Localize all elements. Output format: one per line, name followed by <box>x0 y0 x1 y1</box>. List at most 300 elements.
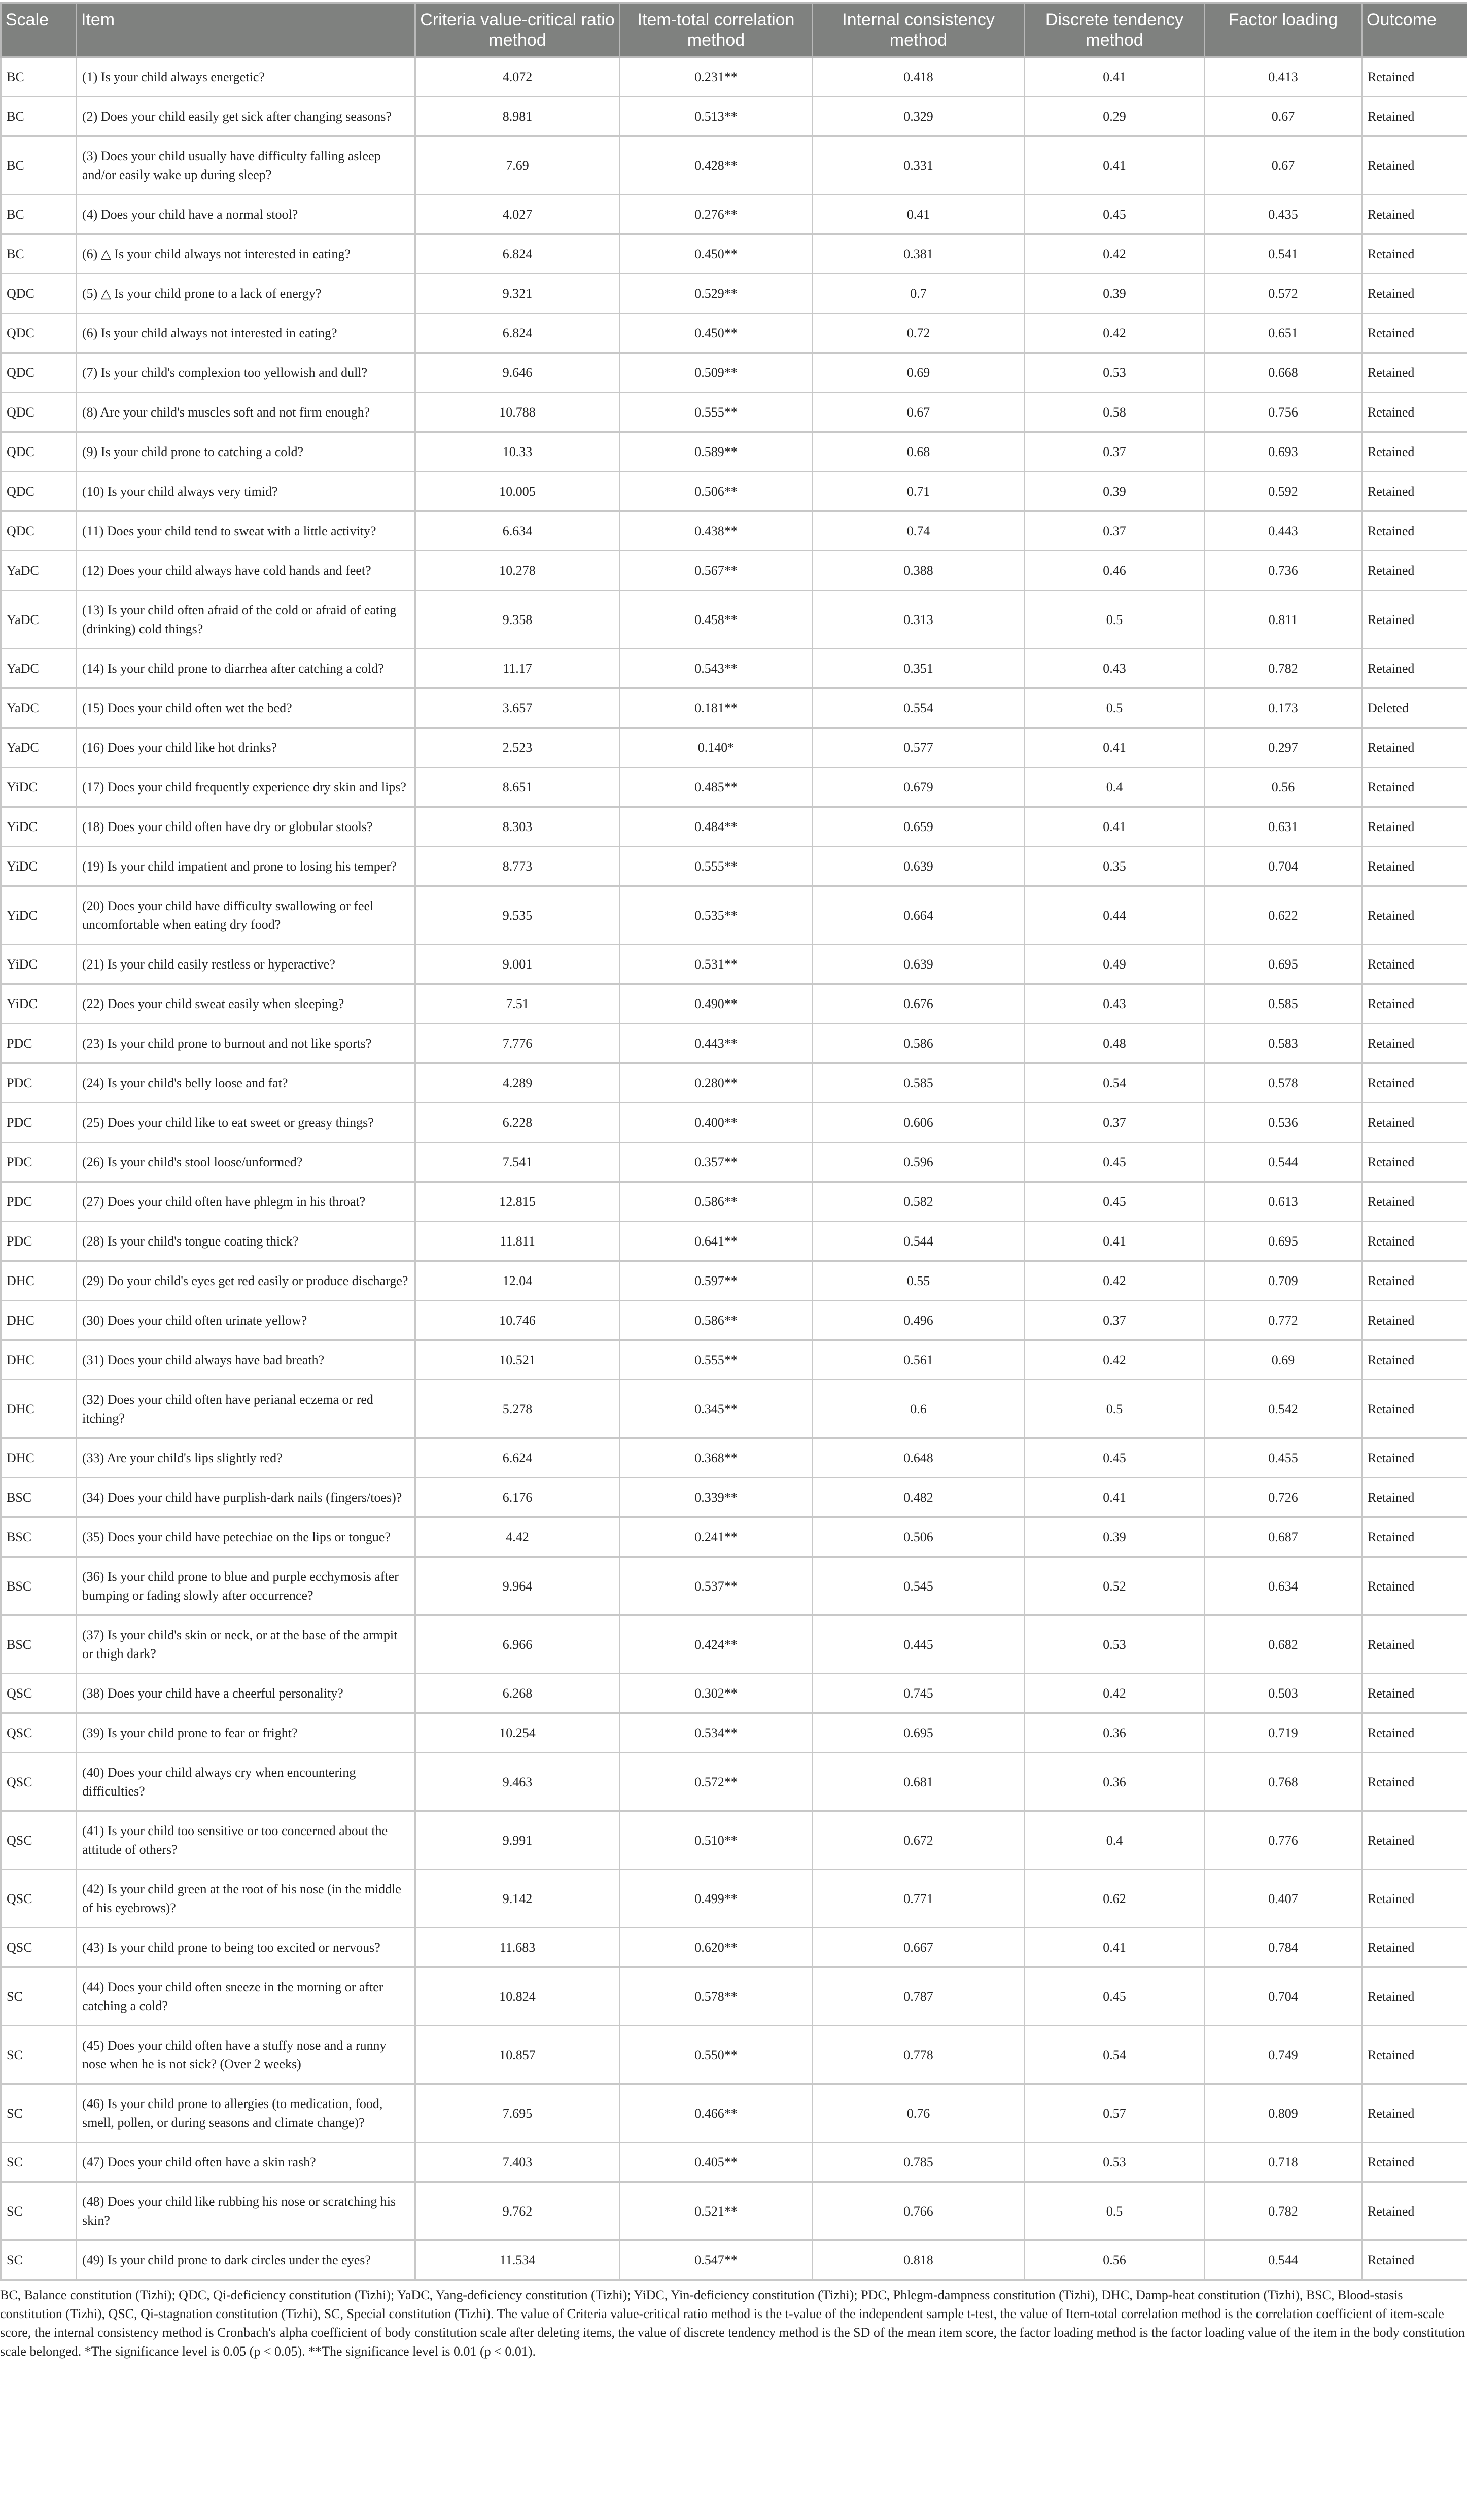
cell-item: (27) Does your child often have phlegm in his throat? <box>77 1182 415 1222</box>
cell-factor-loading: 0.811 <box>1205 591 1362 649</box>
cell-scale: BC <box>1 57 77 97</box>
cell-outcome: Retained <box>1362 136 1467 195</box>
cell-item-total: 0.490** <box>620 984 813 1024</box>
cell-scale: QDC <box>1 353 77 393</box>
cell-internal-consistency: 0.351 <box>813 649 1025 688</box>
cell-item: (46) Is your child prone to allergies (to medication, food, smell, pollen, or during seasons and climate change)? <box>77 2084 415 2143</box>
cell-item-total: 0.405** <box>620 2143 813 2182</box>
cell-critical-ratio: 4.42 <box>415 1517 620 1557</box>
table-row <box>1 728 1467 768</box>
cell-scale: BC <box>1 136 77 195</box>
cell-internal-consistency: 0.778 <box>813 2026 1025 2084</box>
cell-item: (35) Does your child have petechiae on the lips or tongue? <box>77 1517 415 1557</box>
cell-scale: QDC <box>1 274 77 314</box>
cell-scale: QDC <box>1 432 77 472</box>
cell-item-total: 0.572** <box>620 1753 813 1811</box>
cell-internal-consistency: 0.69 <box>813 353 1025 393</box>
cell-critical-ratio: 8.981 <box>415 97 620 136</box>
cell-item-total: 0.280** <box>620 1063 813 1103</box>
cell-critical-ratio: 3.657 <box>415 688 620 728</box>
cell-outcome: Retained <box>1362 2026 1467 2084</box>
cell-outcome: Retained <box>1362 1615 1467 1674</box>
table-row <box>1 2084 1467 2143</box>
cell-internal-consistency: 0.74 <box>813 511 1025 551</box>
cell-scale: YaDC <box>1 649 77 688</box>
cell-factor-loading: 0.503 <box>1205 1674 1362 1713</box>
cell-internal-consistency: 0.68 <box>813 432 1025 472</box>
cell-scale: SC <box>1 1967 77 2026</box>
cell-internal-consistency: 0.771 <box>813 1870 1025 1928</box>
cell-scale: PDC <box>1 1222 77 1261</box>
cell-scale: BC <box>1 195 77 234</box>
cell-internal-consistency: 0.313 <box>813 591 1025 649</box>
cell-critical-ratio: 9.463 <box>415 1753 620 1811</box>
cell-scale: QSC <box>1 1713 77 1753</box>
item-analysis-table <box>0 2 1467 2281</box>
cell-item: (20) Does your child have difficulty swallowing or feel uncomfortable when eating dry food? <box>77 886 415 945</box>
cell-internal-consistency: 0.544 <box>813 1222 1025 1261</box>
table-row <box>1 1811 1467 1870</box>
cell-scale: QSC <box>1 1674 77 1713</box>
cell-discrete-tendency: 0.48 <box>1025 1024 1205 1063</box>
cell-factor-loading: 0.709 <box>1205 1261 1362 1301</box>
cell-item: (18) Does your child often have dry or globular stools? <box>77 807 415 847</box>
cell-scale: BSC <box>1 1557 77 1615</box>
table-row <box>1 1380 1467 1438</box>
cell-outcome: Retained <box>1362 1753 1467 1811</box>
cell-discrete-tendency: 0.45 <box>1025 1438 1205 1478</box>
cell-scale: DHC <box>1 1380 77 1438</box>
cell-item: (1) Is your child always energetic? <box>77 57 415 97</box>
table-row <box>1 274 1467 314</box>
cell-item: (14) Is your child prone to diarrhea after catching a cold? <box>77 649 415 688</box>
cell-item-total: 0.276** <box>620 195 813 234</box>
cell-scale: SC <box>1 2143 77 2182</box>
cell-internal-consistency: 0.787 <box>813 1967 1025 2026</box>
cell-item: (33) Are your child's lips slightly red? <box>77 1438 415 1478</box>
cell-outcome: Retained <box>1362 1143 1467 1182</box>
cell-critical-ratio: 6.966 <box>415 1615 620 1674</box>
cell-factor-loading: 0.651 <box>1205 314 1362 353</box>
cell-discrete-tendency: 0.54 <box>1025 1063 1205 1103</box>
cell-item-total: 0.567** <box>620 551 813 591</box>
cell-internal-consistency: 0.577 <box>813 728 1025 768</box>
table-row <box>1 1870 1467 1928</box>
cell-critical-ratio: 7.776 <box>415 1024 620 1063</box>
cell-internal-consistency: 0.672 <box>813 1811 1025 1870</box>
cell-item-total: 0.513** <box>620 97 813 136</box>
cell-internal-consistency: 0.676 <box>813 984 1025 1024</box>
cell-discrete-tendency: 0.53 <box>1025 353 1205 393</box>
cell-internal-consistency: 0.664 <box>813 886 1025 945</box>
cell-discrete-tendency: 0.53 <box>1025 1615 1205 1674</box>
cell-outcome: Retained <box>1362 234 1467 274</box>
cell-outcome: Retained <box>1362 1438 1467 1478</box>
cell-outcome: Retained <box>1362 1024 1467 1063</box>
cell-factor-loading: 0.768 <box>1205 1753 1362 1811</box>
cell-factor-loading: 0.809 <box>1205 2084 1362 2143</box>
cell-critical-ratio: 9.142 <box>415 1870 620 1928</box>
cell-item-total: 0.535** <box>620 886 813 945</box>
cell-critical-ratio: 10.746 <box>415 1301 620 1340</box>
cell-factor-loading: 0.668 <box>1205 353 1362 393</box>
cell-item: (10) Is your child always very timid? <box>77 472 415 511</box>
cell-item: (31) Does your child always have bad breath? <box>77 1340 415 1380</box>
cell-factor-loading: 0.718 <box>1205 2143 1362 2182</box>
cell-item: (4) Does your child have a normal stool? <box>77 195 415 234</box>
cell-item: (34) Does your child have purplish-dark nails (fingers/toes)? <box>77 1478 415 1517</box>
cell-item: (23) Is your child prone to burnout and not like sports? <box>77 1024 415 1063</box>
cell-item-total: 0.140* <box>620 728 813 768</box>
cell-discrete-tendency: 0.39 <box>1025 274 1205 314</box>
cell-item: (7) Is your child's complexion too yellowish and dull? <box>77 353 415 393</box>
cell-item-total: 0.485** <box>620 768 813 807</box>
cell-critical-ratio: 10.278 <box>415 551 620 591</box>
cell-discrete-tendency: 0.5 <box>1025 2182 1205 2240</box>
header-critical-ratio: Criteria value-critical ratio method <box>415 3 620 57</box>
cell-scale: PDC <box>1 1024 77 1063</box>
cell-scale: BSC <box>1 1478 77 1517</box>
table-row <box>1 97 1467 136</box>
cell-discrete-tendency: 0.54 <box>1025 2026 1205 2084</box>
cell-scale: BSC <box>1 1615 77 1674</box>
cell-critical-ratio: 10.857 <box>415 2026 620 2084</box>
cell-factor-loading: 0.541 <box>1205 234 1362 274</box>
cell-discrete-tendency: 0.37 <box>1025 511 1205 551</box>
cell-item-total: 0.510** <box>620 1811 813 1870</box>
cell-internal-consistency: 0.71 <box>813 472 1025 511</box>
cell-item: (29) Do your child's eyes get red easily or produce discharge? <box>77 1261 415 1301</box>
cell-scale: BC <box>1 97 77 136</box>
cell-internal-consistency: 0.482 <box>813 1478 1025 1517</box>
cell-discrete-tendency: 0.5 <box>1025 1380 1205 1438</box>
cell-factor-loading: 0.413 <box>1205 57 1362 97</box>
cell-item-total: 0.231** <box>620 57 813 97</box>
cell-outcome: Retained <box>1362 2084 1467 2143</box>
cell-discrete-tendency: 0.42 <box>1025 1340 1205 1380</box>
cell-outcome: Retained <box>1362 768 1467 807</box>
cell-item-total: 0.499** <box>620 1870 813 1928</box>
cell-discrete-tendency: 0.41 <box>1025 728 1205 768</box>
cell-item: (8) Are your child's muscles soft and not firm enough? <box>77 393 415 432</box>
cell-item-total: 0.597** <box>620 1261 813 1301</box>
cell-outcome: Retained <box>1362 1967 1467 2026</box>
table-row <box>1 314 1467 353</box>
cell-critical-ratio: 9.964 <box>415 1557 620 1615</box>
table-row <box>1 1143 1467 1182</box>
cell-item-total: 0.368** <box>620 1438 813 1478</box>
cell-internal-consistency: 0.506 <box>813 1517 1025 1557</box>
table-row <box>1 591 1467 649</box>
cell-item: (12) Does your child always have cold hands and feet? <box>77 551 415 591</box>
cell-discrete-tendency: 0.29 <box>1025 97 1205 136</box>
cell-factor-loading: 0.776 <box>1205 1811 1362 1870</box>
cell-scale: SC <box>1 2240 77 2280</box>
cell-discrete-tendency: 0.41 <box>1025 136 1205 195</box>
cell-critical-ratio: 6.824 <box>415 234 620 274</box>
cell-critical-ratio: 8.773 <box>415 847 620 886</box>
cell-item: (17) Does your child frequently experience dry skin and lips? <box>77 768 415 807</box>
header-scale: Scale <box>1 3 77 57</box>
cell-item: (48) Does your child like rubbing his nose or scratching his skin? <box>77 2182 415 2240</box>
cell-scale: BSC <box>1 1517 77 1557</box>
cell-critical-ratio: 6.228 <box>415 1103 620 1143</box>
table-row <box>1 136 1467 195</box>
cell-factor-loading: 0.631 <box>1205 807 1362 847</box>
cell-outcome: Retained <box>1362 1713 1467 1753</box>
cell-factor-loading: 0.613 <box>1205 1182 1362 1222</box>
table-row <box>1 2026 1467 2084</box>
cell-item: (45) Does your child often have a stuffy nose and a runny nose when he is not sick? (Over 2 weeks) <box>77 2026 415 2084</box>
cell-scale: DHC <box>1 1438 77 1478</box>
cell-internal-consistency: 0.388 <box>813 551 1025 591</box>
cell-outcome: Retained <box>1362 2240 1467 2280</box>
cell-outcome: Retained <box>1362 1182 1467 1222</box>
cell-factor-loading: 0.726 <box>1205 1478 1362 1517</box>
cell-item-total: 0.620** <box>620 1928 813 1967</box>
header-item: Item <box>77 3 415 57</box>
cell-item-total: 0.428** <box>620 136 813 195</box>
cell-outcome: Deleted <box>1362 688 1467 728</box>
table-row <box>1 1674 1467 1713</box>
cell-factor-loading: 0.756 <box>1205 393 1362 432</box>
cell-outcome: Retained <box>1362 1340 1467 1380</box>
table-row <box>1 393 1467 432</box>
cell-factor-loading: 0.749 <box>1205 2026 1362 2084</box>
cell-factor-loading: 0.455 <box>1205 1438 1362 1478</box>
cell-factor-loading: 0.782 <box>1205 2182 1362 2240</box>
cell-scale: SC <box>1 2026 77 2084</box>
cell-internal-consistency: 0.418 <box>813 57 1025 97</box>
cell-critical-ratio: 5.278 <box>415 1380 620 1438</box>
cell-critical-ratio: 7.69 <box>415 136 620 195</box>
cell-critical-ratio: 11.17 <box>415 649 620 688</box>
cell-discrete-tendency: 0.53 <box>1025 2143 1205 2182</box>
cell-scale: SC <box>1 2182 77 2240</box>
cell-item: (42) Is your child green at the root of his nose (in the middle of his eyebrows)? <box>77 1870 415 1928</box>
cell-internal-consistency: 0.6 <box>813 1380 1025 1438</box>
cell-internal-consistency: 0.667 <box>813 1928 1025 1967</box>
cell-internal-consistency: 0.606 <box>813 1103 1025 1143</box>
cell-factor-loading: 0.56 <box>1205 768 1362 807</box>
cell-item: (16) Does your child like hot drinks? <box>77 728 415 768</box>
cell-scale: QDC <box>1 511 77 551</box>
table-row <box>1 1967 1467 2026</box>
cell-factor-loading: 0.695 <box>1205 945 1362 984</box>
table-row <box>1 1340 1467 1380</box>
cell-factor-loading: 0.578 <box>1205 1063 1362 1103</box>
cell-critical-ratio: 6.268 <box>415 1674 620 1713</box>
table-row <box>1 195 1467 234</box>
cell-scale: QSC <box>1 1753 77 1811</box>
cell-factor-loading: 0.634 <box>1205 1557 1362 1615</box>
table-row <box>1 1928 1467 1967</box>
cell-internal-consistency: 0.648 <box>813 1438 1025 1478</box>
table-row <box>1 2143 1467 2182</box>
cell-item: (24) Is your child's belly loose and fat? <box>77 1063 415 1103</box>
cell-outcome: Retained <box>1362 274 1467 314</box>
cell-critical-ratio: 8.303 <box>415 807 620 847</box>
cell-outcome: Retained <box>1362 1063 1467 1103</box>
cell-outcome: Retained <box>1362 1222 1467 1261</box>
cell-critical-ratio: 9.001 <box>415 945 620 984</box>
cell-item: (15) Does your child often wet the bed? <box>77 688 415 728</box>
cell-item: (5) △ Is your child prone to a lack of energy? <box>77 274 415 314</box>
cell-item-total: 0.458** <box>620 591 813 649</box>
cell-outcome: Retained <box>1362 984 1467 1024</box>
cell-critical-ratio: 6.824 <box>415 314 620 353</box>
table-row <box>1 847 1467 886</box>
cell-critical-ratio: 9.646 <box>415 353 620 393</box>
cell-factor-loading: 0.443 <box>1205 511 1362 551</box>
cell-internal-consistency: 0.639 <box>813 945 1025 984</box>
cell-outcome: Retained <box>1362 314 1467 353</box>
cell-factor-loading: 0.736 <box>1205 551 1362 591</box>
cell-factor-loading: 0.784 <box>1205 1928 1362 1967</box>
cell-scale: YaDC <box>1 591 77 649</box>
table-row <box>1 2240 1467 2280</box>
cell-scale: PDC <box>1 1143 77 1182</box>
cell-outcome: Retained <box>1362 393 1467 432</box>
cell-factor-loading: 0.772 <box>1205 1301 1362 1340</box>
cell-item: (22) Does your child sweat easily when sleeping? <box>77 984 415 1024</box>
cell-outcome: Retained <box>1362 2143 1467 2182</box>
table-row <box>1 551 1467 591</box>
cell-internal-consistency: 0.585 <box>813 1063 1025 1103</box>
table-row <box>1 1261 1467 1301</box>
cell-outcome: Retained <box>1362 57 1467 97</box>
cell-item: (21) Is your child easily restless or hyperactive? <box>77 945 415 984</box>
cell-scale: DHC <box>1 1261 77 1301</box>
cell-item-total: 0.547** <box>620 2240 813 2280</box>
cell-discrete-tendency: 0.45 <box>1025 195 1205 234</box>
cell-outcome: Retained <box>1362 886 1467 945</box>
cell-factor-loading: 0.704 <box>1205 1967 1362 2026</box>
cell-item: (32) Does your child often have perianal eczema or red itching? <box>77 1380 415 1438</box>
cell-discrete-tendency: 0.56 <box>1025 2240 1205 2280</box>
cell-scale: YaDC <box>1 688 77 728</box>
cell-outcome: Retained <box>1362 1870 1467 1928</box>
table-row <box>1 1024 1467 1063</box>
table-row <box>1 1753 1467 1811</box>
cell-critical-ratio: 7.541 <box>415 1143 620 1182</box>
cell-discrete-tendency: 0.5 <box>1025 591 1205 649</box>
cell-internal-consistency: 0.785 <box>813 2143 1025 2182</box>
table-row <box>1 886 1467 945</box>
cell-outcome: Retained <box>1362 551 1467 591</box>
cell-outcome: Retained <box>1362 591 1467 649</box>
cell-factor-loading: 0.297 <box>1205 728 1362 768</box>
cell-item: (39) Is your child prone to fear or fright? <box>77 1713 415 1753</box>
cell-internal-consistency: 0.639 <box>813 847 1025 886</box>
cell-item-total: 0.400** <box>620 1103 813 1143</box>
table-row <box>1 1182 1467 1222</box>
cell-critical-ratio: 10.824 <box>415 1967 620 2026</box>
cell-critical-ratio: 10.33 <box>415 432 620 472</box>
cell-factor-loading: 0.542 <box>1205 1380 1362 1438</box>
header-discrete-tendency: Discrete tendency method <box>1025 3 1205 57</box>
cell-internal-consistency: 0.329 <box>813 97 1025 136</box>
cell-critical-ratio: 2.523 <box>415 728 620 768</box>
cell-scale: SC <box>1 2084 77 2143</box>
cell-outcome: Retained <box>1362 195 1467 234</box>
cell-factor-loading: 0.67 <box>1205 136 1362 195</box>
cell-scale: PDC <box>1 1063 77 1103</box>
cell-discrete-tendency: 0.39 <box>1025 1517 1205 1557</box>
cell-item-total: 0.345** <box>620 1380 813 1438</box>
table-row <box>1 57 1467 97</box>
cell-outcome: Retained <box>1362 1517 1467 1557</box>
header-outcome: Outcome <box>1362 3 1467 57</box>
cell-internal-consistency: 0.679 <box>813 768 1025 807</box>
cell-item-total: 0.578** <box>620 1967 813 2026</box>
cell-discrete-tendency: 0.35 <box>1025 847 1205 886</box>
cell-internal-consistency: 0.381 <box>813 234 1025 274</box>
table-row <box>1 807 1467 847</box>
cell-internal-consistency: 0.596 <box>813 1143 1025 1182</box>
cell-scale: QDC <box>1 472 77 511</box>
cell-critical-ratio: 9.535 <box>415 886 620 945</box>
cell-scale: QDC <box>1 314 77 353</box>
cell-item-total: 0.537** <box>620 1557 813 1615</box>
cell-outcome: Retained <box>1362 511 1467 551</box>
cell-scale: PDC <box>1 1103 77 1143</box>
cell-item-total: 0.555** <box>620 393 813 432</box>
cell-critical-ratio: 7.51 <box>415 984 620 1024</box>
cell-outcome: Retained <box>1362 728 1467 768</box>
table-row <box>1 1438 1467 1478</box>
cell-internal-consistency: 0.561 <box>813 1340 1025 1380</box>
cell-scale: YaDC <box>1 551 77 591</box>
cell-critical-ratio: 12.04 <box>415 1261 620 1301</box>
cell-internal-consistency: 0.681 <box>813 1753 1025 1811</box>
cell-critical-ratio: 11.811 <box>415 1222 620 1261</box>
cell-outcome: Retained <box>1362 1557 1467 1615</box>
cell-item: (19) Is your child impatient and prone to losing his temper? <box>77 847 415 886</box>
cell-discrete-tendency: 0.41 <box>1025 1928 1205 1967</box>
table-row <box>1 472 1467 511</box>
cell-item-total: 0.506** <box>620 472 813 511</box>
cell-item-total: 0.543** <box>620 649 813 688</box>
cell-item-total: 0.550** <box>620 2026 813 2084</box>
cell-item: (43) Is your child prone to being too excited or nervous? <box>77 1928 415 1967</box>
cell-discrete-tendency: 0.42 <box>1025 234 1205 274</box>
cell-outcome: Retained <box>1362 1928 1467 1967</box>
cell-outcome: Retained <box>1362 1380 1467 1438</box>
cell-critical-ratio: 12.815 <box>415 1182 620 1222</box>
cell-critical-ratio: 7.695 <box>415 2084 620 2143</box>
cell-discrete-tendency: 0.45 <box>1025 1182 1205 1222</box>
cell-factor-loading: 0.544 <box>1205 2240 1362 2280</box>
cell-scale: QDC <box>1 393 77 432</box>
cell-internal-consistency: 0.582 <box>813 1182 1025 1222</box>
cell-scale: QSC <box>1 1811 77 1870</box>
cell-outcome: Retained <box>1362 1811 1467 1870</box>
cell-discrete-tendency: 0.41 <box>1025 57 1205 97</box>
cell-item: (6) △ Is your child always not interested in eating? <box>77 234 415 274</box>
cell-outcome: Retained <box>1362 649 1467 688</box>
cell-item: (9) Is your child prone to catching a cold? <box>77 432 415 472</box>
cell-item-total: 0.586** <box>620 1182 813 1222</box>
cell-internal-consistency: 0.818 <box>813 2240 1025 2280</box>
cell-discrete-tendency: 0.39 <box>1025 472 1205 511</box>
cell-outcome: Retained <box>1362 847 1467 886</box>
cell-item-total: 0.641** <box>620 1222 813 1261</box>
cell-item: (28) Is your child's tongue coating thick? <box>77 1222 415 1261</box>
cell-critical-ratio: 10.521 <box>415 1340 620 1380</box>
cell-discrete-tendency: 0.37 <box>1025 1103 1205 1143</box>
cell-factor-loading: 0.782 <box>1205 649 1362 688</box>
